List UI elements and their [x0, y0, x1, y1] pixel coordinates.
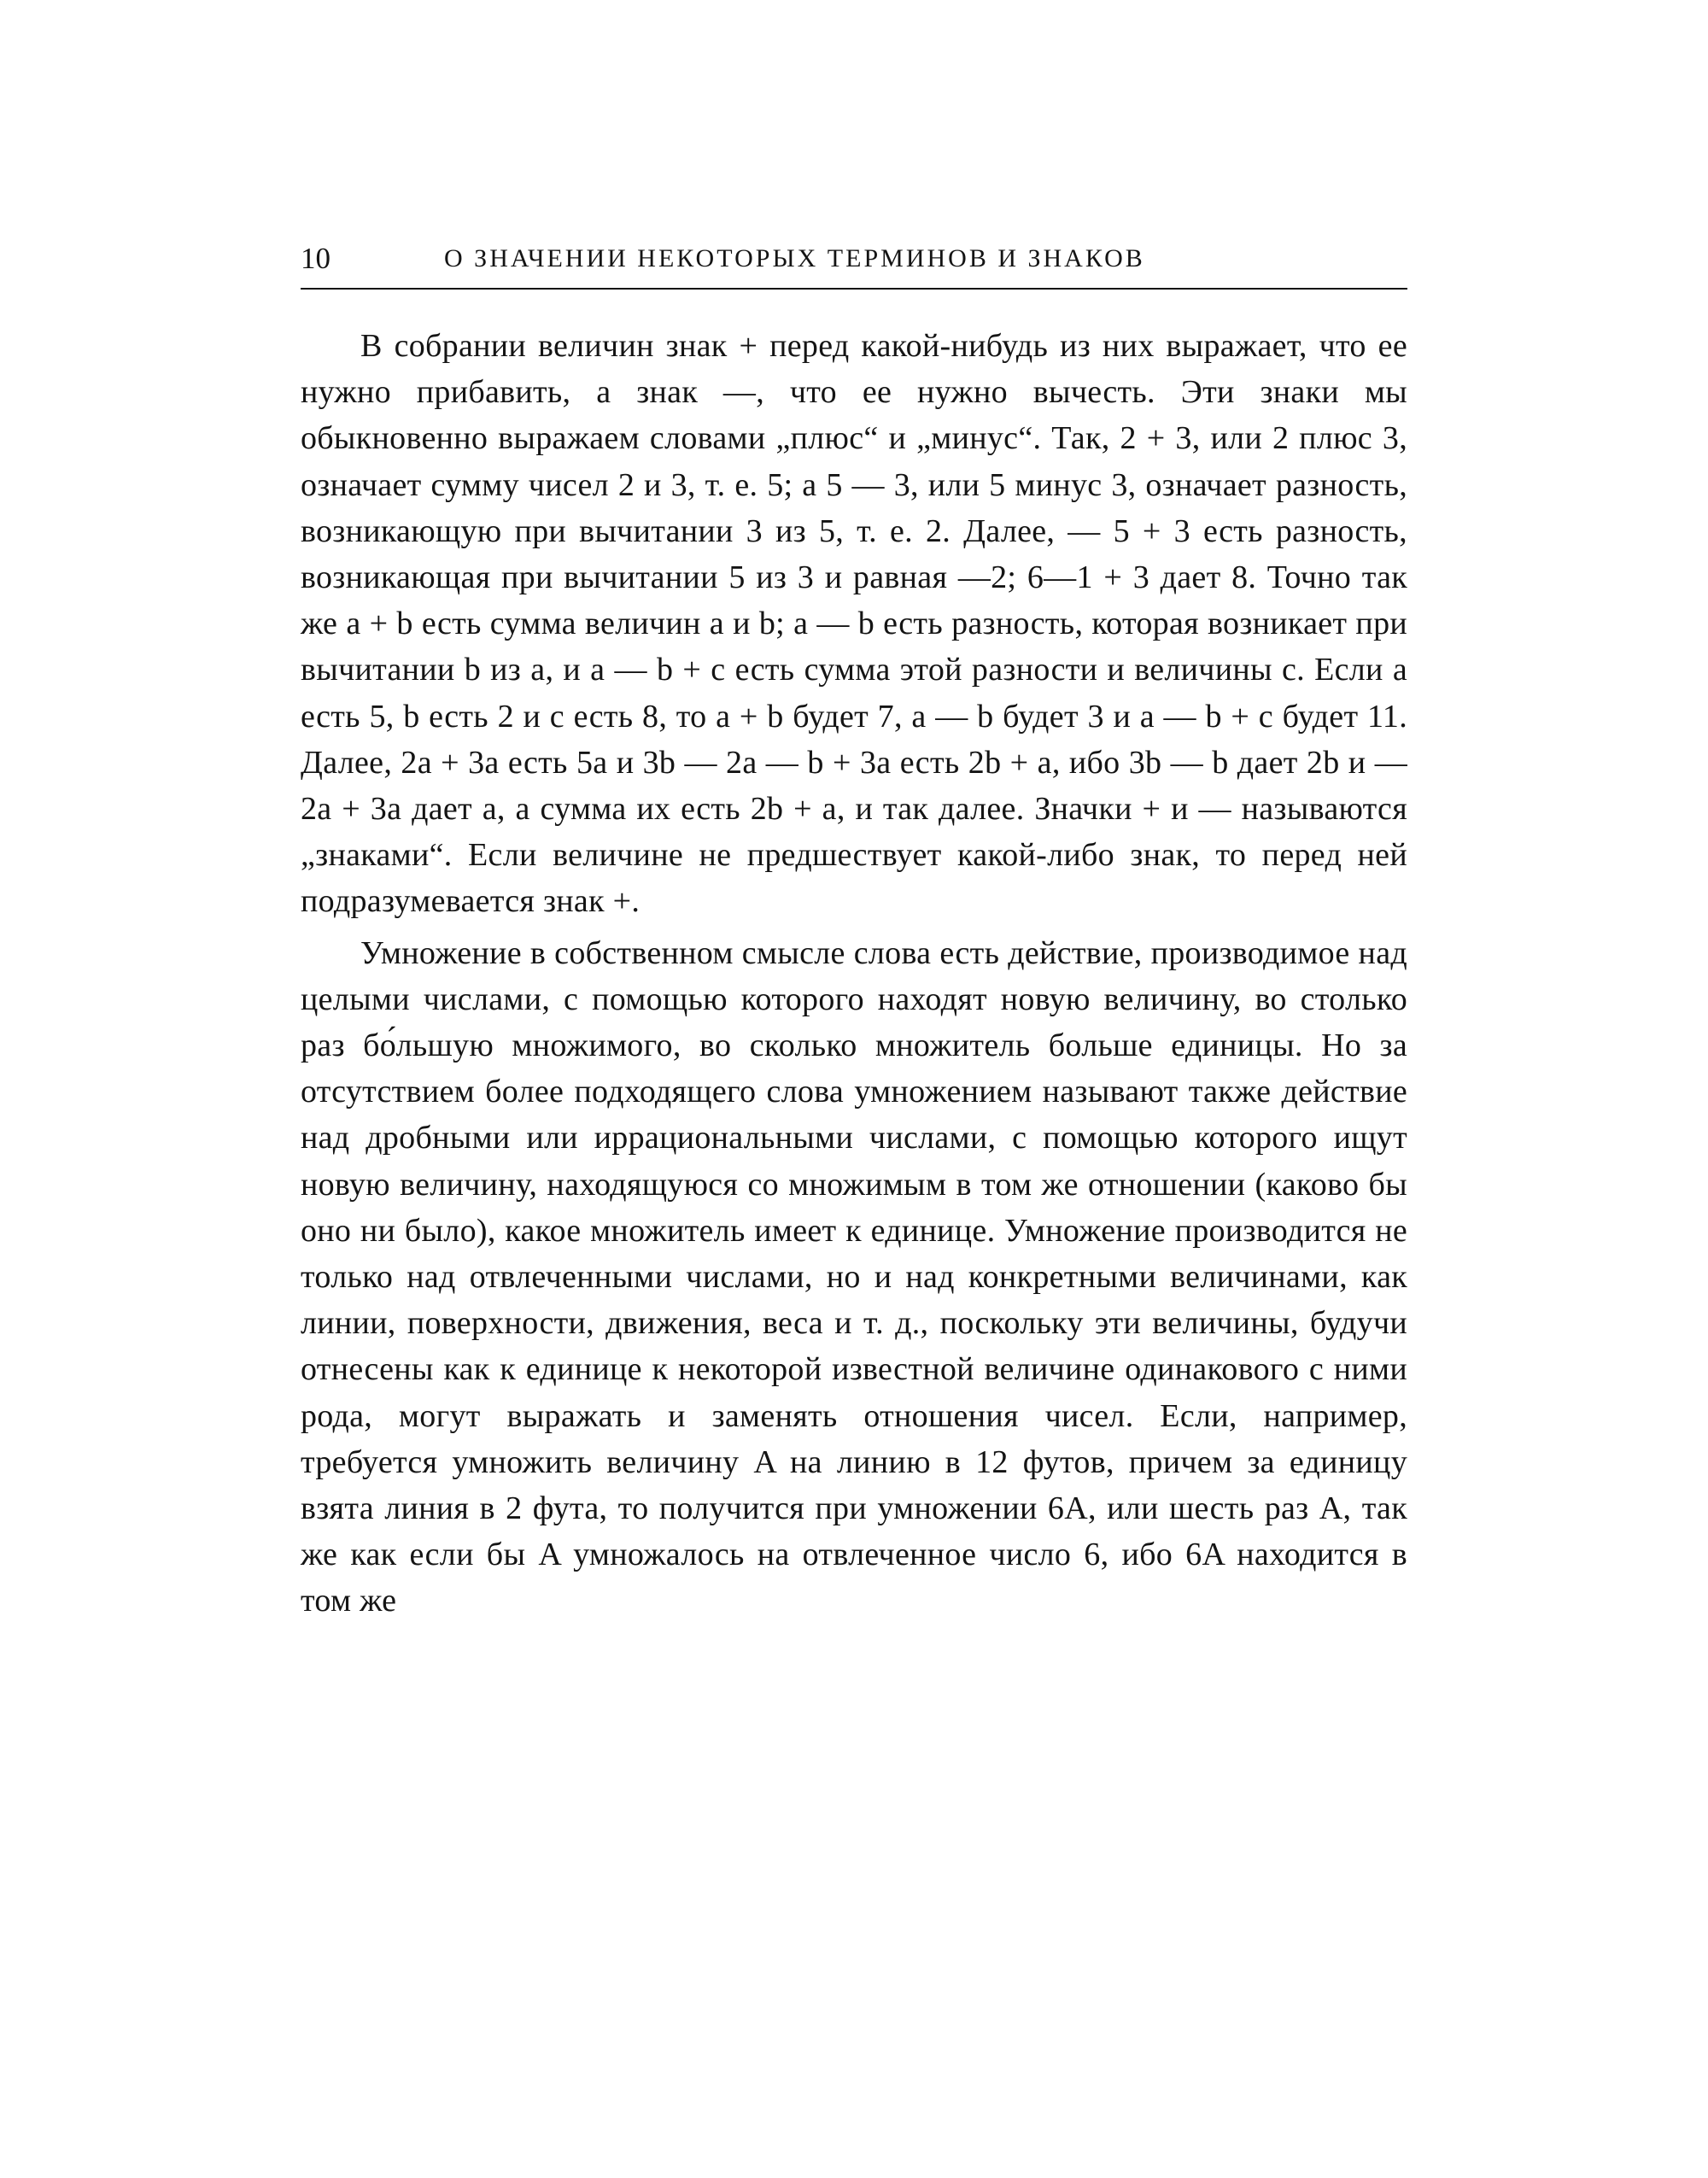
- paragraph-signs: В собрании величин знак + перед какой-нибудь из них выражает, что ее нужно прибавить, а знак —, что ее нужно вычесть. Эти знаки мы обыкновенно выражаем словами „плюс“ и „минус“. Так, 2 + 3, или 2 плюс 3, означает сумму чисел 2 и 3, т. е. 5; а 5 — 3, или 5 минус 3, означает разность, возникающую при вычитании 3 из 5, т. е. 2. Далее, — 5 + 3 есть разность, возникающая при вычитании 5 из 3 и равная —2; 6—1 + 3 дает 8. Точно так же a + b есть сумма величин a и b; a — b есть разность, которая возникает при вычитании b из a, и a — b + c есть сумма этой разности и величины c. Если a есть 5, b есть 2 и c есть 8, то a + b будет 7, a — b будет 3 и a — b + c будет 11. Далее, 2a + 3a есть 5a и 3b — 2a — b + 3a есть 2b + a, ибо 3b — b дает 2b и — 2a + 3a дает a, а сумма их есть 2b + a, и так далее. Значки + и — называются „знаками“. Если величине не предшествует какой-либо знак, то перед ней подразумевается знак +.: [301, 328, 1407, 920]
- page-header: [301, 239, 1407, 282]
- running-title: О ЗНАЧЕНИИ НЕКОТОРЫХ ТЕРМИНОВ И ЗНАКОВ: [444, 244, 1145, 272]
- paragraph-multiplication: Умножение в собственном смысле слова есть действие, производимое над целыми числами, с помощью которого находят новую величину, во столько раз бо́льшую множимого, во сколько множитель больше единицы. Но за отсутствием более подходящего слова умножением называют также действие над дробными или иррациональными числами, с помощью которого ищут новую величину, находящуюся со множимым в том же отношении (каково бы оно ни было), какое множитель имеет к единице. Умножение производится не только над отвлеченными числами, но и над конкретными величинами, как линии, поверхности, движения, веса и т. д., поскольку эти величины, будучи отнесены как к единице к некоторой известной величине одинакового с ними рода, могут выражать и заменять отношения чисел. Если, например, требуется умножить величину A на линию в 12 футов, причем за единицу взята линия в 2 фута, то получится при умножении 6A, или шесть раз A, так же как если бы A умножалось на отвлеченное число 6, ибо 6A находится в том же: [301, 934, 1408, 1619]
- header-rule: [301, 288, 1407, 290]
- page-number: 10: [301, 242, 330, 275]
- body-text: [301, 323, 1407, 1625]
